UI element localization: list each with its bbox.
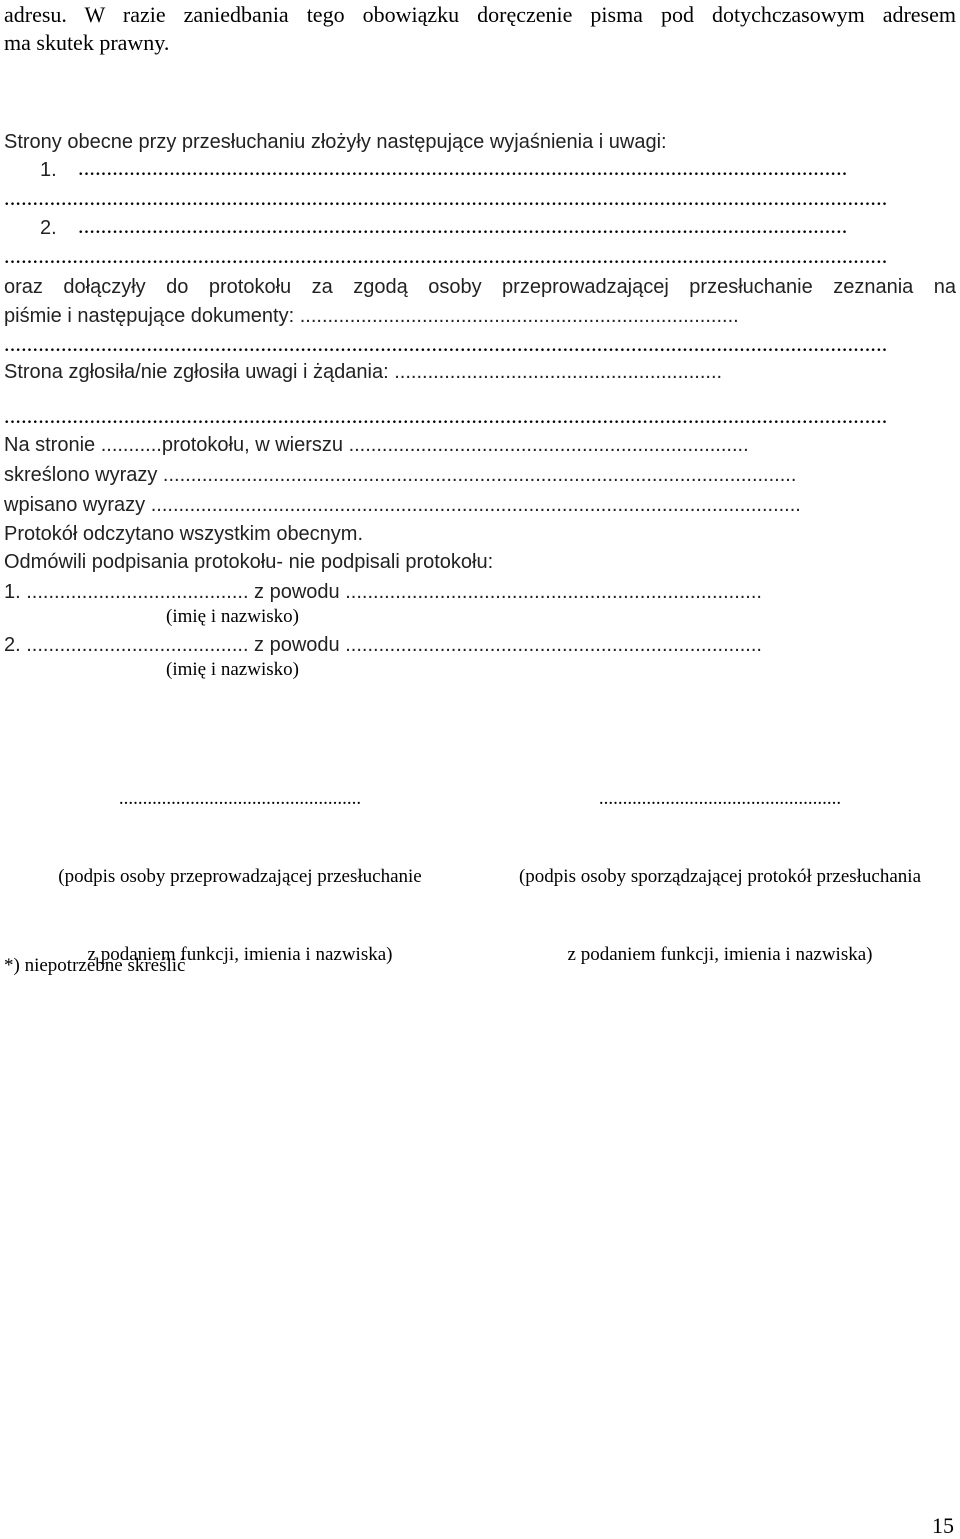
- refusals-heading: Odmówili podpisania protokołu- nie podpisali protokołu:: [4, 551, 494, 573]
- signature-left-caption-2: z podaniem funkcji, imienia i nazwiska): [87, 944, 393, 965]
- refusal-row-1-caption: (imię i nazwisko): [166, 606, 299, 627]
- corrections-page-line: Na stronie ...........protokołu, w wierszu ........................................................................: [4, 434, 749, 456]
- refusal-row-1: 1. ........................................ z powodu ...........................................................................: [4, 581, 762, 603]
- explanation-1-dots: .......................................................................................................................................: [78, 155, 848, 180]
- signature-right-dots: ...................................................: [598, 788, 842, 809]
- attachments-line-2: piśmie i następujące dokumenty: ...............................................................................: [4, 305, 739, 327]
- attachments-dots: ...........................................................................................................................................................: [4, 331, 888, 356]
- remarks-dots: ...........................................................................................................................................................: [4, 403, 888, 428]
- signature-right: [480, 734, 960, 1020]
- remarks-line: Strona zgłosiła/nie zgłosiła uwagi i żądania: ...........................................................: [4, 361, 723, 383]
- refusal-row-2: 2. ........................................ z powodu ...........................................................................: [4, 634, 762, 656]
- corrections-deleted-line: skreślono wyrazy ..................................................................................................................: [4, 464, 797, 486]
- explanations-heading: Strony obecne przy przesłuchaniu złożyły następujące wyjaśnienia i uwagi:: [4, 131, 667, 153]
- page-number: 15: [932, 1513, 954, 1538]
- signature-left-dots: ...................................................: [118, 788, 362, 809]
- explanation-2-continuation: ...........................................................................................................................................................: [4, 243, 888, 268]
- footnote: *) niepotrzebne skreślić: [4, 955, 186, 976]
- intro-line-1: adresu. W razie zaniedbania tego obowiązku doręczenie pisma pod dotychczasowym adresem: [4, 2, 956, 27]
- explanation-2-dots: .......................................................................................................................................: [78, 213, 848, 238]
- reading-statement: Protokół odczytano wszystkim obecnym.: [4, 523, 364, 545]
- signature-right-caption-1: (podpis osoby sporządzającej protokół przesłuchania: [518, 866, 922, 887]
- signature-right-caption-2: z podaniem funkcji, imienia i nazwiska): [567, 944, 873, 965]
- signature-left-caption-1: (podpis osoby przeprowadzającej przesłuchanie: [58, 866, 422, 887]
- explanation-2-number: 2.: [40, 217, 57, 239]
- intro-line-2: ma skutek prawny.: [4, 30, 170, 55]
- corrections-inserted-line: wpisano wyrazy .....................................................................................................................: [4, 494, 801, 516]
- refusal-row-2-caption: (imię i nazwisko): [166, 659, 299, 680]
- attachments-line-1: oraz dołączyły do protokołu za zgodą osoby przeprowadzającej przesłuchanie zeznania na: [4, 276, 956, 298]
- explanation-1-number: 1.: [40, 159, 57, 181]
- explanation-1-continuation: ...........................................................................................................................................................: [4, 185, 888, 210]
